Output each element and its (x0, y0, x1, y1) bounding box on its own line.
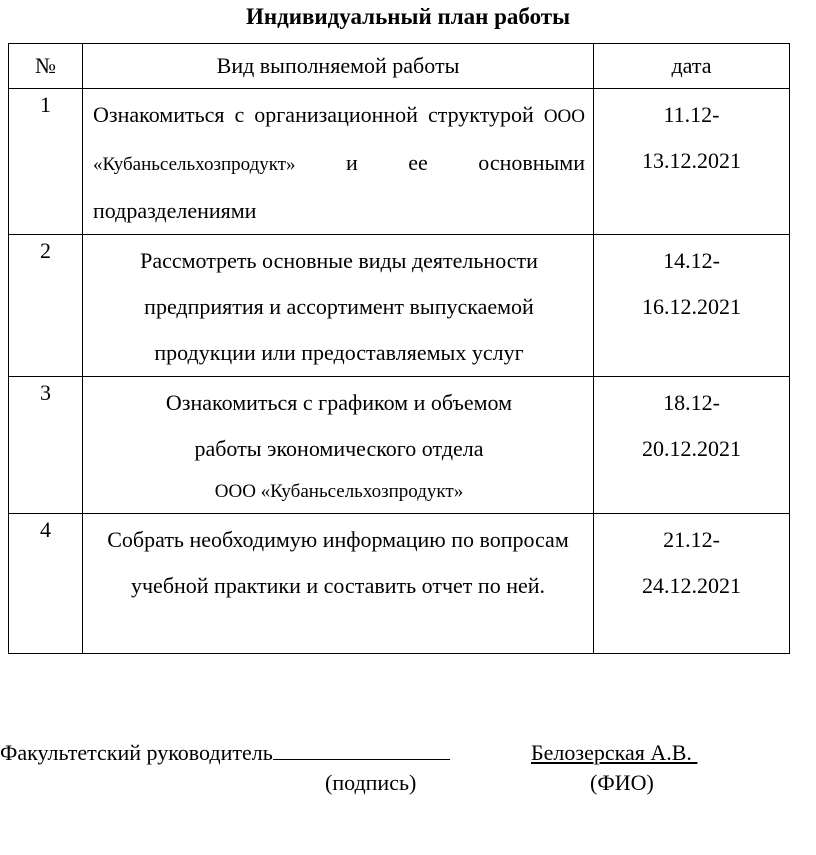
row-num-cell (9, 514, 83, 654)
row-date-from: 18.12- (663, 390, 720, 415)
supervisor-role-label: Факультетский руководитель (0, 740, 273, 765)
row-date-cell (594, 377, 790, 514)
row-work: Рассмотреть основные виды деятельности предприятия и ассортимент выпускаемой продукции или предоставляемых услуг (140, 248, 538, 365)
table-row (9, 377, 790, 514)
work-plan-table (8, 43, 790, 654)
row-num-cell (9, 377, 83, 514)
table-row (9, 514, 790, 654)
row-work-text: Ознакомиться с организационной структурой (93, 102, 544, 127)
row-num: 3 (40, 380, 51, 405)
row-date-to: 20.12.2021 (642, 436, 741, 461)
fio-caption: (ФИО) (590, 770, 654, 795)
signature-line (273, 741, 450, 760)
row-work-text: Ознакомиться с графиком и объемом работы экономического отдела (165, 390, 513, 461)
row-num: 1 (40, 92, 51, 117)
row-work-cell (83, 235, 594, 377)
row-date-from: 21.12- (663, 527, 720, 552)
header-num: № (9, 44, 83, 89)
row-work-text-end: и ее основными подразделениями (93, 150, 585, 223)
row-work-cell (83, 514, 594, 654)
row-date-cell (594, 514, 790, 654)
header-work: Вид выполняемой работы (83, 44, 594, 89)
header-date: дата (594, 44, 790, 89)
row-num-cell (9, 235, 83, 377)
row-work (83, 89, 593, 234)
row-work-cell (83, 377, 594, 514)
row-num: 2 (40, 238, 51, 263)
supervisor-name: Белозерская А.В. (531, 740, 698, 765)
table-row (9, 89, 790, 235)
supervisor-role (0, 740, 450, 766)
row-work-cell (83, 89, 594, 235)
row-date-to: 16.12.2021 (642, 294, 741, 319)
row-date-to: 13.12.2021 (642, 148, 741, 173)
row-work-org: ООО «Кубаньсельхозпродукт» (214, 481, 464, 502)
row-num-cell (9, 89, 83, 235)
row-num: 4 (40, 517, 51, 542)
row-work: Собрать необходимую информацию по вопросам учебной практики и составить отчет по ней. (107, 527, 569, 598)
row-date-from: 11.12- (663, 102, 720, 127)
row-work-org: ООО «Кубаньсельхозпродукт» (93, 106, 585, 175)
row-date-from: 14.12- (663, 248, 720, 273)
table-header-row (9, 44, 790, 89)
row-date-cell (594, 235, 790, 377)
signature-caption: (подпись) (325, 770, 417, 795)
page-title: Индивидуальный план работы (245, 4, 571, 29)
row-date-to: 24.12.2021 (642, 573, 741, 598)
table-row (9, 235, 790, 377)
row-work (83, 377, 593, 512)
row-date-cell (594, 89, 790, 235)
